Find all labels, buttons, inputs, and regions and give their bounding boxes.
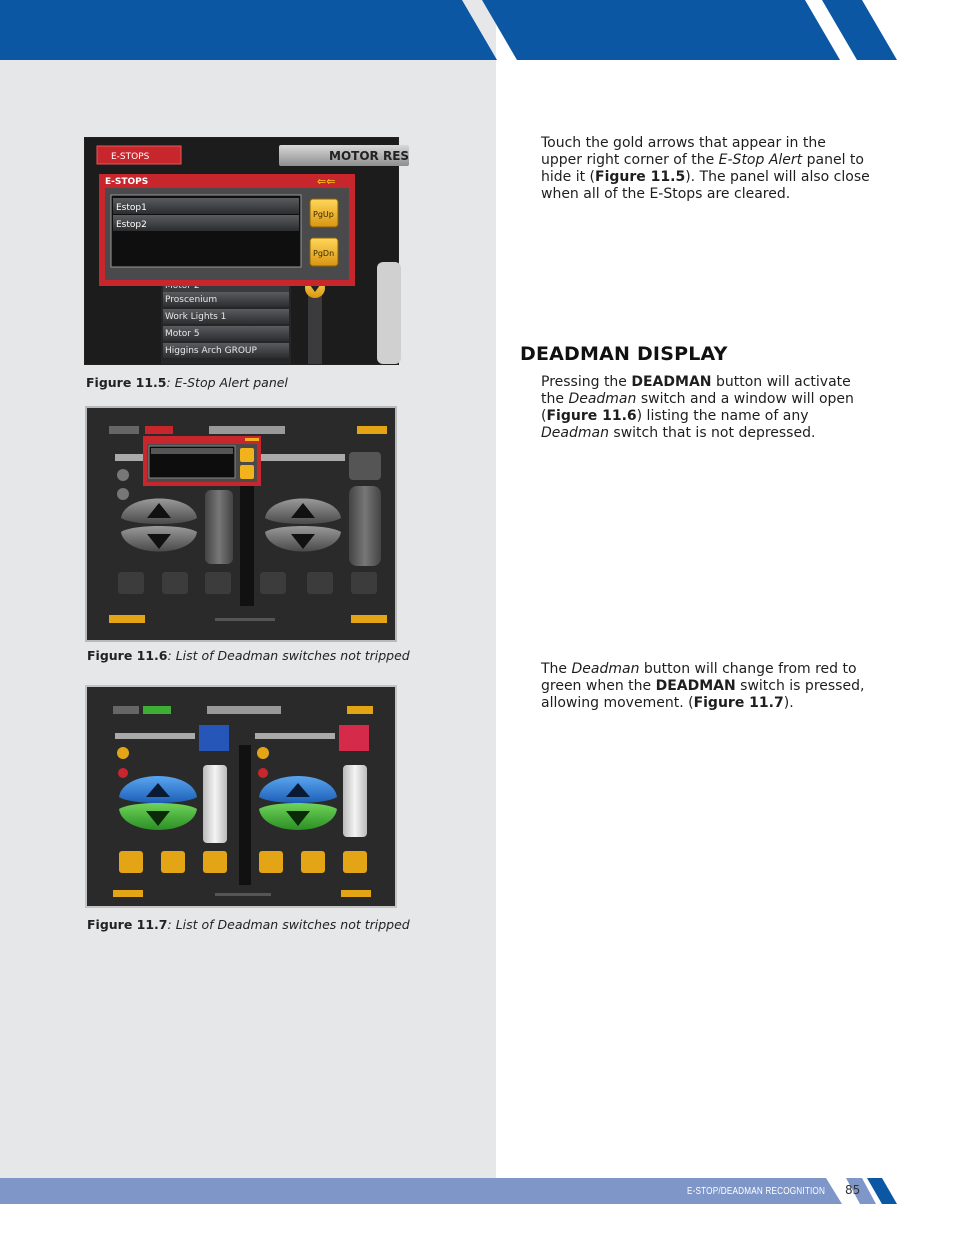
pgup-button-label: PgUp [313, 210, 334, 219]
figure-11-6-caption [87, 648, 410, 663]
caption-text: : E-Stop Alert panel [166, 375, 288, 390]
estop-list-item: Estop1 [116, 203, 147, 213]
caption-text: : List of Deadman switches not tripped [167, 917, 410, 932]
bg-list-item: Higgins Arch GROUP [165, 346, 257, 356]
bg-list-item: Proscenium [165, 295, 218, 305]
header-band [0, 0, 954, 60]
figure-11-7-caption [87, 917, 410, 932]
caption-figure-number: Figure 11.7 [87, 917, 168, 932]
estop-panel-title: E-STOPS [105, 177, 149, 187]
figure-11-5-caption [86, 375, 288, 390]
caption-figure-number: Figure 11.6 [87, 648, 168, 663]
tab-estops-label: E-STOPS [111, 152, 150, 162]
figure-11-7-image [85, 685, 397, 908]
section-heading: DEADMAN DISPLAY [520, 343, 728, 365]
paragraph-deadman-color: The Deadman button will change from red to green when the DEADMAN switch is pressed, allowing movement. (Figure 11.7). [541, 661, 865, 711]
bg-list-item: Work Lights 1 [165, 312, 227, 322]
bg-list-item: Motor 5 [165, 329, 200, 339]
figure-11-6-image [85, 406, 397, 642]
footer-section-label: E-STOP/DEADMAN RECOGNITION [687, 1186, 826, 1197]
paragraph-hide-panel: Touch the gold arrows that appear in the upper right corner of the E-Stop Alert panel to hide it (Figure 11.5). The panel will also close when all of the E-Stops are cleared. [541, 135, 870, 202]
pgdn-button-label: PgDn [313, 249, 335, 258]
estop-list-item: Estop2 [116, 220, 147, 230]
caption-figure-number: Figure 11.5 [86, 375, 167, 390]
background-motor-list [163, 278, 289, 358]
tab-motor-label: MOTOR RES [329, 149, 410, 163]
estop-panel-hide-arrows: ⇐⇐ [317, 175, 336, 188]
figure-11-5-image [84, 137, 410, 365]
caption-text: : List of Deadman switches not tripped [167, 648, 410, 663]
page-number: 85 [845, 1183, 861, 1197]
paragraph-deadman-display: Pressing the DEADMAN button will activate the Deadman switch and a window will open (Figure 11.6) listing the name of any Deadman switch that is not depressed. [541, 374, 854, 441]
